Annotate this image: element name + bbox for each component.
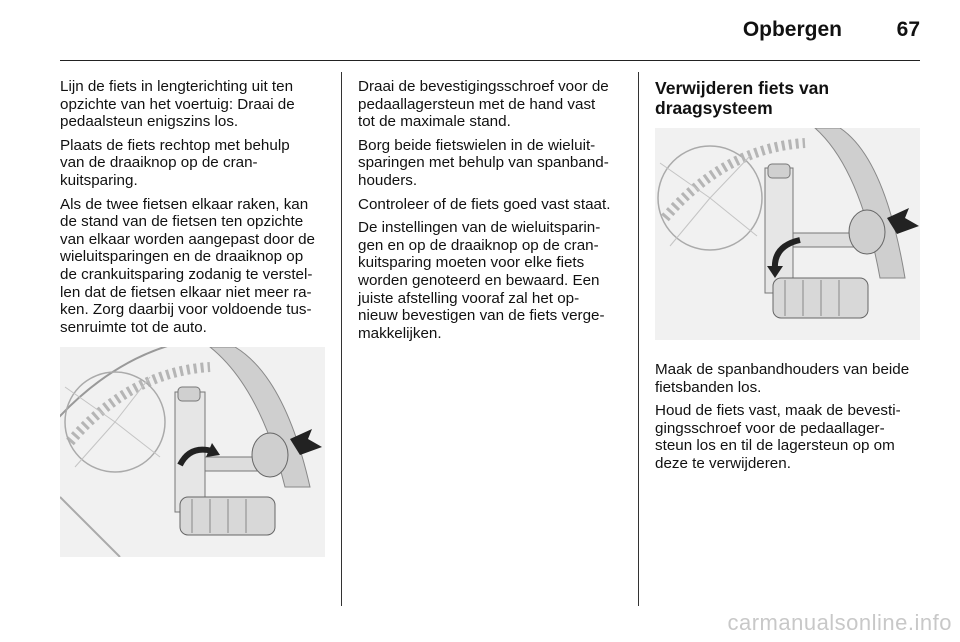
column-divider: [341, 72, 342, 606]
watermark: carmanualsonline.info: [727, 610, 952, 635]
paragraph: De instellingen van de wieluitsparin- gen en op de draaiknop op de cran- kuitsparing moeten voor elke fiets worden genoteerd en bewaard. Een juiste afstelling vooraf zal het op- nieuw bevestigen van de fiets verge- makkelijken.: [358, 219, 605, 342]
page-title: Opbergen: [742, 18, 842, 41]
paragraph: Houd de fiets vast, maak de bevesti- gingsschroef voor de pedaallager- steun los en til de lagersteun op om deze te verwijderen.: [655, 402, 901, 472]
page-header: [60, 0, 920, 61]
paragraph: Borg beide fietswielen in de wieluit- sparingen met behulp van spanband- houders.: [358, 136, 609, 189]
paragraph: Lijn de fiets in lengterichting uit ten opzichte van het voertuig: Draai de pedaalsteun enigszins los.: [60, 78, 295, 131]
page-number: 67: [896, 18, 920, 41]
section-heading: Verwijderen fiets van draagsysteem: [655, 78, 830, 118]
paragraph: Als de twee fietsen elkaar raken, kan de stand van de fietsen ten opzichte van elkaar worden aangepast door de wieluitsparingen en de draaiknop op de crankuitsparing zodanig te verstel- len dat de fietsen elkaar niet meer ra- ken. Zorg daarbij voor voldoende tus- senruimte tot de auto.: [60, 195, 315, 336]
pedal-release-illustration: [655, 128, 920, 340]
column-1: [60, 78, 332, 342]
pedal-mount-illustration: [60, 347, 325, 557]
paragraph: Plaats de fiets rechtop met behulp van de draaiknop op de cran- kuitsparing.: [60, 136, 290, 189]
paragraph: Maak de spanbandhouders van beide fietsbanden los.: [655, 361, 910, 396]
column-divider: [638, 72, 639, 606]
paragraph: Controleer of de fiets goed vast staat.: [358, 195, 611, 213]
column-2: [358, 78, 630, 348]
paragraph: Draai de bevestigingsschroef voor de pedaallagersteun met de hand vast tot de maximale stand.: [358, 78, 609, 131]
column-3: [655, 78, 927, 472]
